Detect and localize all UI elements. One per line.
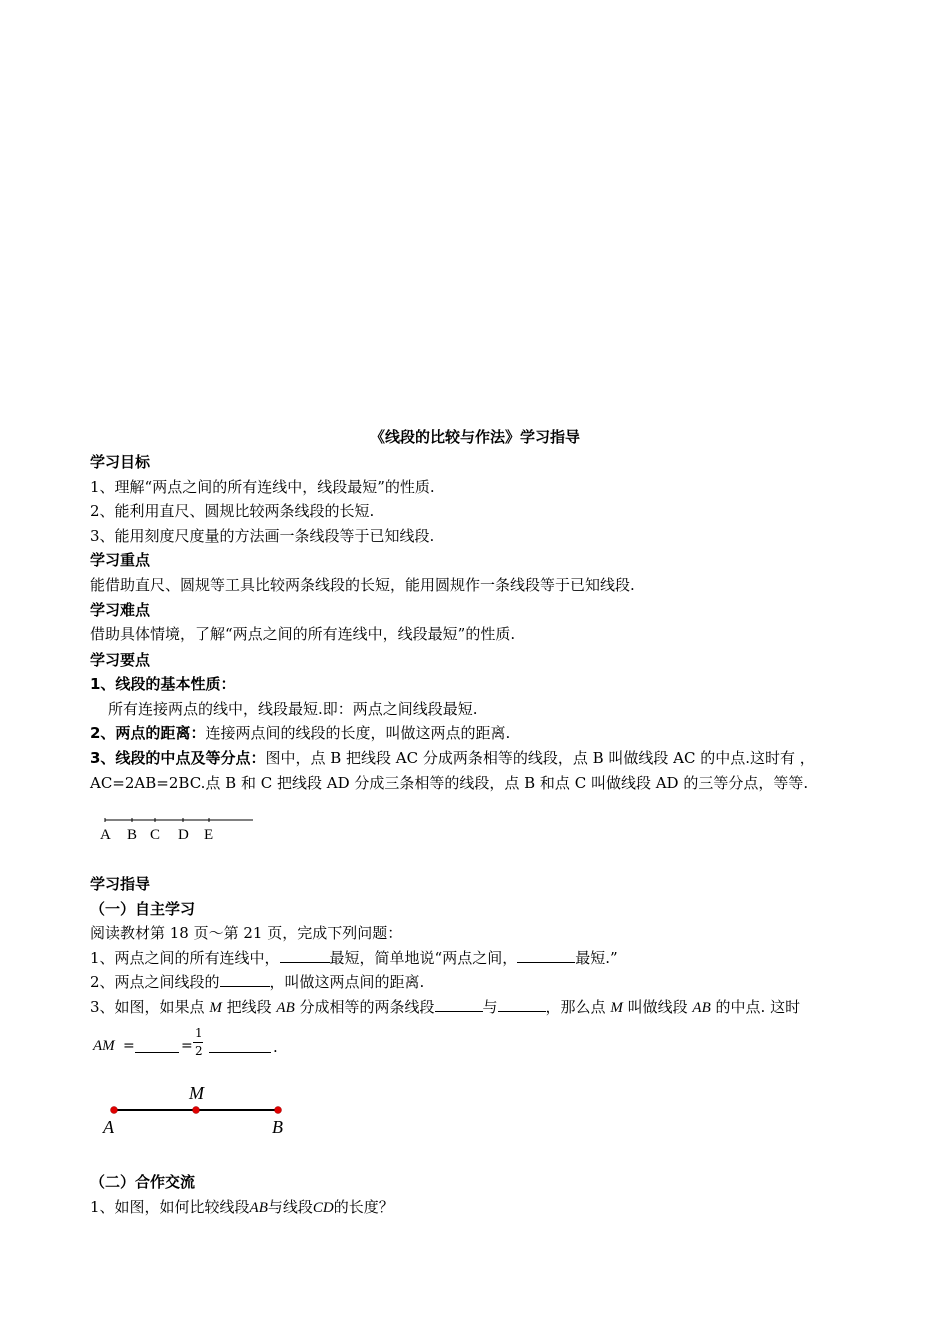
goal-item-3: 3、能用刻度尺度量的方法画一条线段等于已知线段. bbox=[90, 527, 435, 545]
focus-heading: 学习重点 bbox=[90, 551, 151, 569]
point-m bbox=[193, 1107, 200, 1114]
question-1 bbox=[90, 948, 618, 968]
question-3-part-g: 的中点. 这时 bbox=[715, 998, 801, 1016]
eq-am: AM bbox=[93, 1038, 115, 1054]
segment-figure-amb bbox=[98, 1080, 298, 1140]
question-3-part-a: 3、如图，如果点 bbox=[90, 998, 205, 1016]
segment-cd-symbol: CD bbox=[312, 1200, 334, 1216]
blank-5 bbox=[498, 997, 546, 1012]
difficulty-heading: 学习难点 bbox=[90, 601, 151, 619]
point-m-symbol-2: M bbox=[610, 1000, 623, 1016]
keypoint-3 bbox=[90, 748, 815, 768]
page-title: 《线段的比较与作法》学习指导 bbox=[369, 428, 580, 446]
blank-3 bbox=[220, 972, 270, 987]
label-d: D bbox=[178, 827, 189, 843]
keypoint-3-text: 图中，点 B 把线段 AC 分成两条相等的线段，点 B 叫做线段 AC 的中点.这时有 ， bbox=[265, 749, 815, 767]
section-2-heading: （二）合作交流 bbox=[90, 1173, 196, 1191]
point-b bbox=[275, 1107, 282, 1114]
blank-4 bbox=[435, 997, 483, 1012]
label-a: A bbox=[100, 827, 111, 843]
segment-ab-symbol: AB bbox=[276, 1000, 295, 1016]
point-a bbox=[111, 1107, 118, 1114]
eq-blank-1 bbox=[135, 1038, 179, 1053]
eq-period: . bbox=[273, 1038, 278, 1056]
eq-blank-2 bbox=[209, 1038, 271, 1053]
label-point-a: A bbox=[103, 1117, 114, 1137]
question-4-part-c: 的长度？ bbox=[333, 1198, 394, 1216]
point-m-symbol: M bbox=[209, 1000, 222, 1016]
question-1-part-b: 最短，简单地说“两点之间， bbox=[329, 949, 518, 967]
segment-figure-1 bbox=[95, 810, 265, 846]
goal-item-1: 1、理解“两点之间的所有连线中，线段最短”的性质. bbox=[90, 478, 435, 496]
label-e: E bbox=[204, 827, 214, 843]
keypoint-3-title: 3、线段的中点及等分点： bbox=[90, 749, 266, 767]
keypoint-1-text: 所有连接两点的线中，线段最短.即：两点之间线段最短. bbox=[108, 700, 478, 718]
guide-intro: 阅读教材第 18 页～第 21 页，完成下列问题： bbox=[90, 924, 403, 942]
question-3-part-e: ，那么点 bbox=[545, 998, 606, 1016]
keypoint-2 bbox=[90, 723, 510, 743]
question-3 bbox=[90, 997, 800, 1018]
question-3-part-b: 把线段 bbox=[226, 998, 272, 1016]
eq-equals-1: = bbox=[123, 1038, 135, 1054]
segment-ab-symbol-2: AB bbox=[692, 1000, 711, 1016]
keypoint-2-title: 2、两点的距离： bbox=[90, 724, 206, 742]
keypoint-3-text-cont: AC=2AB=2BC.点 B 和 C 把线段 AD 分成三条相等的线段，点 B 和点 C 叫做线段 AD 的三等分点，等等. bbox=[90, 774, 809, 792]
keypoints-heading: 学习要点 bbox=[90, 651, 151, 669]
question-4 bbox=[90, 1197, 394, 1218]
difficulty-text: 借助具体情境，了解“两点之间的所有连线中，线段最短”的性质. bbox=[90, 625, 516, 643]
label-c: C bbox=[150, 827, 161, 843]
blank-1 bbox=[280, 948, 330, 963]
keypoint-2-text: 连接两点间的线段的长度，叫做这两点的距离. bbox=[205, 724, 511, 742]
eq-fraction-bar bbox=[193, 1042, 203, 1043]
question-4-part-b: 与线段 bbox=[267, 1198, 313, 1216]
question-2-part-a: 2、两点之间线段的 bbox=[90, 973, 220, 991]
question-4-part-a: 1、如图，如何比较线段 bbox=[90, 1198, 250, 1216]
label-point-b: B bbox=[272, 1117, 283, 1137]
eq-equals-2: = bbox=[181, 1038, 193, 1054]
blank-2 bbox=[517, 948, 575, 963]
keypoint-1-title: 1、线段的基本性质： bbox=[90, 675, 236, 693]
eq-fraction-denominator: 2 bbox=[195, 1044, 203, 1058]
guide-heading: 学习指导 bbox=[90, 875, 151, 893]
label-b: B bbox=[127, 827, 138, 843]
focus-text: 能借助直尺、圆规等工具比较两条线段的长短，能用圆规作一条线段等于已知线段. bbox=[90, 576, 635, 594]
goals-heading: 学习目标 bbox=[90, 453, 151, 471]
question-2 bbox=[90, 972, 424, 992]
eq-fraction-numerator: 1 bbox=[195, 1026, 203, 1040]
section-1-heading: （一）自主学习 bbox=[90, 900, 196, 918]
question-3-part-f: 叫做线段 bbox=[627, 998, 688, 1016]
segment-ab-symbol-3: AB bbox=[249, 1200, 268, 1216]
question-3-part-c: 分成相等的两条线段 bbox=[299, 998, 435, 1016]
question-2-part-b: ，叫做这两点间的距离. bbox=[269, 973, 425, 991]
question-1-part-a: 1、两点之间的所有连线中， bbox=[90, 949, 280, 967]
label-point-m: M bbox=[189, 1083, 204, 1103]
question-3-part-d: 与 bbox=[482, 998, 498, 1016]
question-1-part-c: 最短.” bbox=[575, 949, 618, 967]
goal-item-2: 2、能利用直尺、圆规比较两条线段的长短. bbox=[90, 502, 375, 520]
